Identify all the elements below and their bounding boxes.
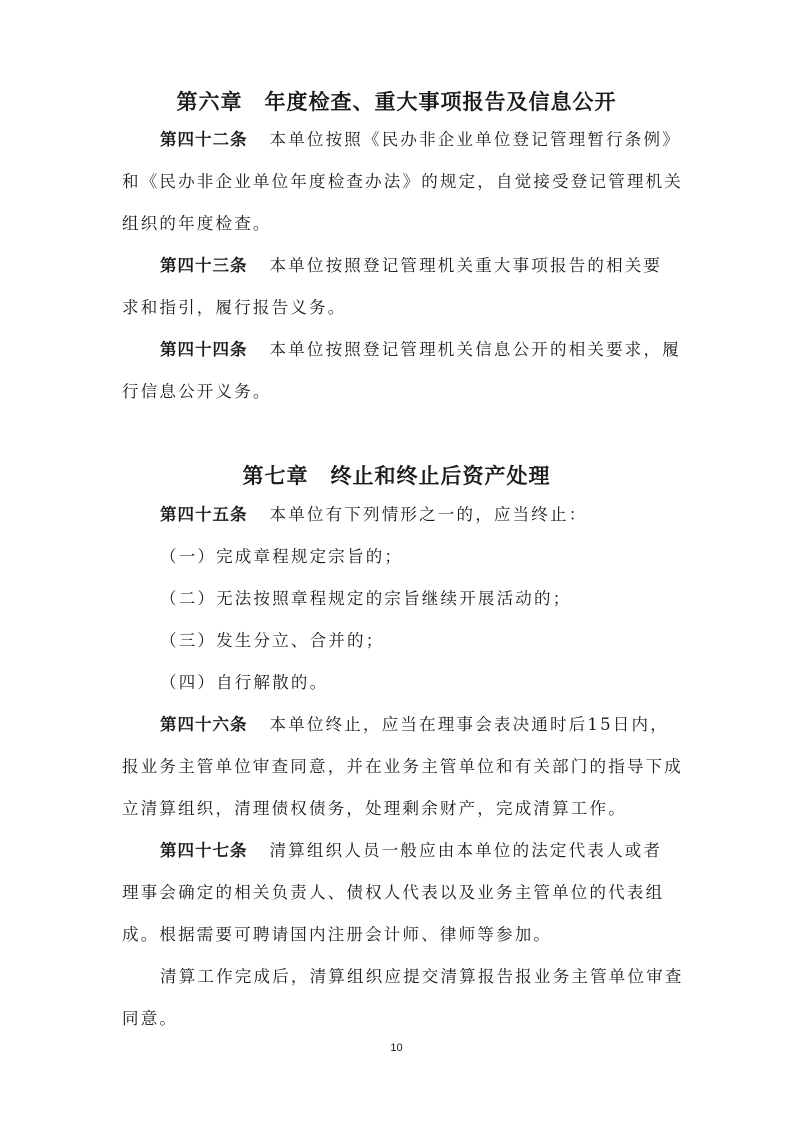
art45-item4: （四）自行解散的。 [160, 673, 329, 692]
art47-line1 [160, 839, 662, 863]
art45-number: 第四十五条 [160, 505, 248, 524]
art44-text1: 本单位按照登记管理机关信息公开的相关要求，履 [269, 340, 681, 359]
chapter6-title: 第六章 年度检查、重大事项报告及信息公开 [176, 90, 617, 114]
art42-text1: 本单位按照《民办非企业单位登记管理暂行条例》 [269, 130, 681, 149]
art47-line2: 理事会确定的相关负责人、债权人代表以及业务主管单位的代表组 [122, 883, 665, 902]
art42-number: 第四十二条 [160, 130, 248, 149]
art44-line2: 行信息公开义务。 [122, 382, 272, 401]
art47-number: 第四十七条 [160, 841, 248, 860]
art44-number: 第四十四条 [160, 340, 248, 359]
art46-line1 [160, 713, 669, 737]
art45-item1: （一）完成章程规定宗旨的； [160, 547, 404, 566]
closing-para-line1: 清算工作完成后，清算组织应提交清算报告报业务主管单位审查 [160, 967, 684, 986]
art42-line1 [160, 128, 681, 152]
art47-line3: 成。根据需要可聘请国内注册会计师、律师等参加。 [122, 925, 553, 944]
art45-item3: （三）发生分立、合并的； [160, 631, 385, 650]
art42-line3: 组织的年度检查。 [122, 214, 272, 233]
closing-para-line2: 同意。 [122, 1009, 179, 1028]
chapter7-title: 第七章 终止和终止后资产处理 [242, 464, 551, 488]
art42-line2: 和《民办非企业单位年度检查办法》的规定，自觉接受登记管理机关 [122, 172, 683, 191]
art47-text1: 清算组织人员一般应由本单位的法定代表人或者 [269, 841, 663, 860]
page-number: 10 [390, 1042, 403, 1054]
art46-number: 第四十六条 [160, 715, 248, 734]
art46-line2: 报业务主管单位审查同意，并在业务主管单位和有关部门的指导下成 [122, 757, 683, 776]
art46-text1: 本单位终止，应当在理事会表决通时后15日内， [269, 715, 669, 734]
art45-line1 [160, 503, 587, 527]
art45-item2: （二）无法按照章程规定的宗旨继续开展活动的； [160, 589, 572, 608]
art43-text1: 本单位按照登记管理机关重大事项报告的相关要 [269, 256, 663, 275]
art45-text1: 本单位有下列情形之一的，应当终止： [269, 505, 588, 524]
art46-line3: 立清算组织，清理债权债务，处理剩余财产，完成清算工作。 [122, 799, 627, 818]
art43-line1 [160, 254, 662, 278]
art44-line1 [160, 338, 681, 362]
art43-number: 第四十三条 [160, 256, 248, 275]
art43-line2: 求和指引，履行报告义务。 [122, 298, 347, 317]
